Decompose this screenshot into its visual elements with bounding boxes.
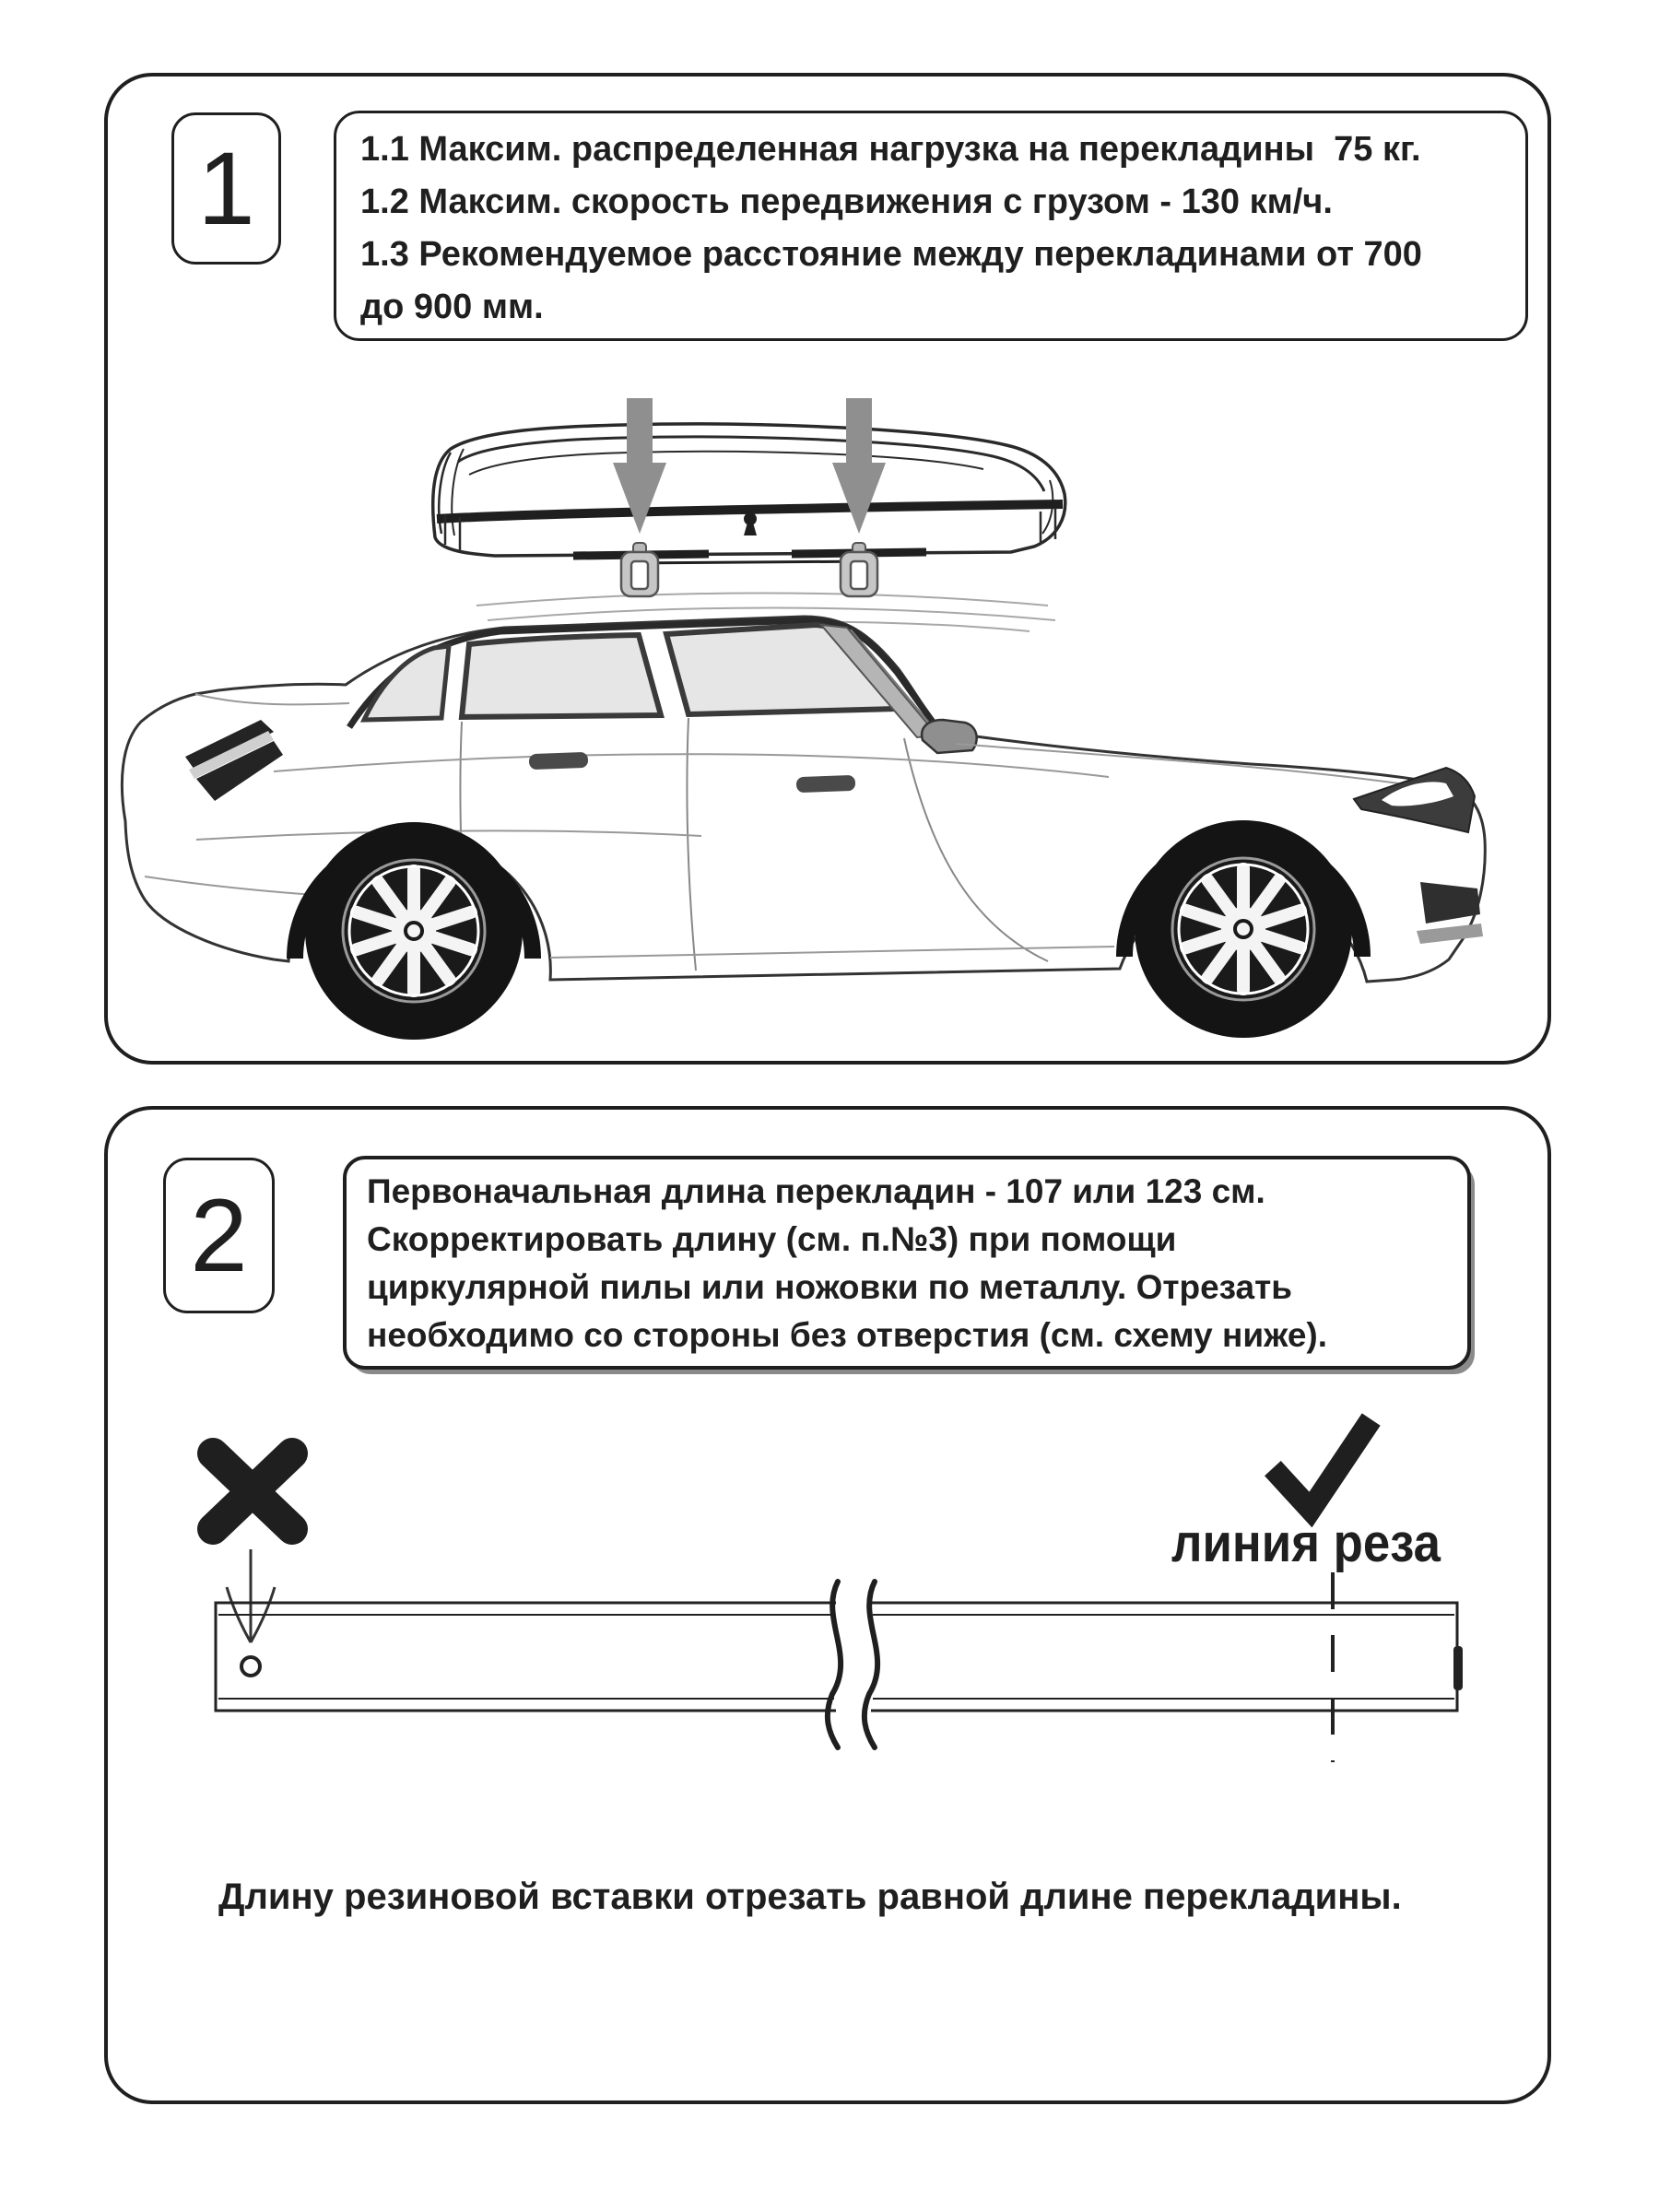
cross-icon bbox=[213, 1453, 292, 1529]
step-1-panel bbox=[104, 73, 1551, 1065]
instruction-line: 1.2 Максим. скорость передвижения с грузом - 130 км/ч. bbox=[360, 182, 1333, 221]
fog-light bbox=[1417, 882, 1483, 944]
cut-line-label: линия реза bbox=[1171, 1513, 1441, 1573]
hole-pointer-arrow bbox=[227, 1549, 275, 1642]
instruction-line: необходимо со стороны без отверстия (см. схему ниже). bbox=[367, 1316, 1327, 1354]
step-1-instructions-box bbox=[334, 111, 1528, 341]
instruction-line: 1.3 Рекомендуемое расстояние между перекладинами от 700 bbox=[360, 235, 1422, 274]
crossbar-cut-diagram bbox=[108, 1377, 1547, 1810]
rear-door-handle bbox=[529, 752, 589, 770]
step-2-number: 2 bbox=[190, 1177, 248, 1293]
break-mark bbox=[828, 1582, 877, 1747]
instruction-line: до 900 мм. bbox=[360, 288, 544, 326]
instruction-line: циркулярной пилы или ножовки по металлу. Отрезать bbox=[367, 1268, 1293, 1306]
drill-hole bbox=[241, 1657, 260, 1676]
step-2-panel bbox=[104, 1106, 1551, 2104]
side-mirror bbox=[922, 720, 977, 753]
instruction-line: Скорректировать длину (см. п.№3) при помощи bbox=[367, 1220, 1177, 1258]
rubber-insert-note: Длину резиновой вставки отрезать равной длине перекладины. bbox=[218, 1877, 1402, 1917]
insert-end-mark bbox=[1453, 1646, 1463, 1690]
check-icon bbox=[1280, 1429, 1365, 1510]
rear-door-window bbox=[462, 635, 661, 717]
instruction-line: 1.1 Максим. распределенная нагрузка на перекладины 75 кг. bbox=[360, 130, 1421, 169]
instruction-line: Первоначальная длина перекладин - 107 или 123 см. bbox=[367, 1172, 1265, 1210]
step-2-instructions-box bbox=[343, 1156, 1471, 1370]
step-1-number: 1 bbox=[197, 130, 255, 246]
roof-cargo-box bbox=[433, 424, 1065, 563]
step-1-number-badge bbox=[171, 112, 281, 265]
car-body bbox=[122, 617, 1485, 1040]
step-2-number-badge bbox=[163, 1158, 275, 1313]
car-roof-box-illustration bbox=[108, 324, 1547, 1053]
front-door-handle bbox=[796, 775, 856, 793]
